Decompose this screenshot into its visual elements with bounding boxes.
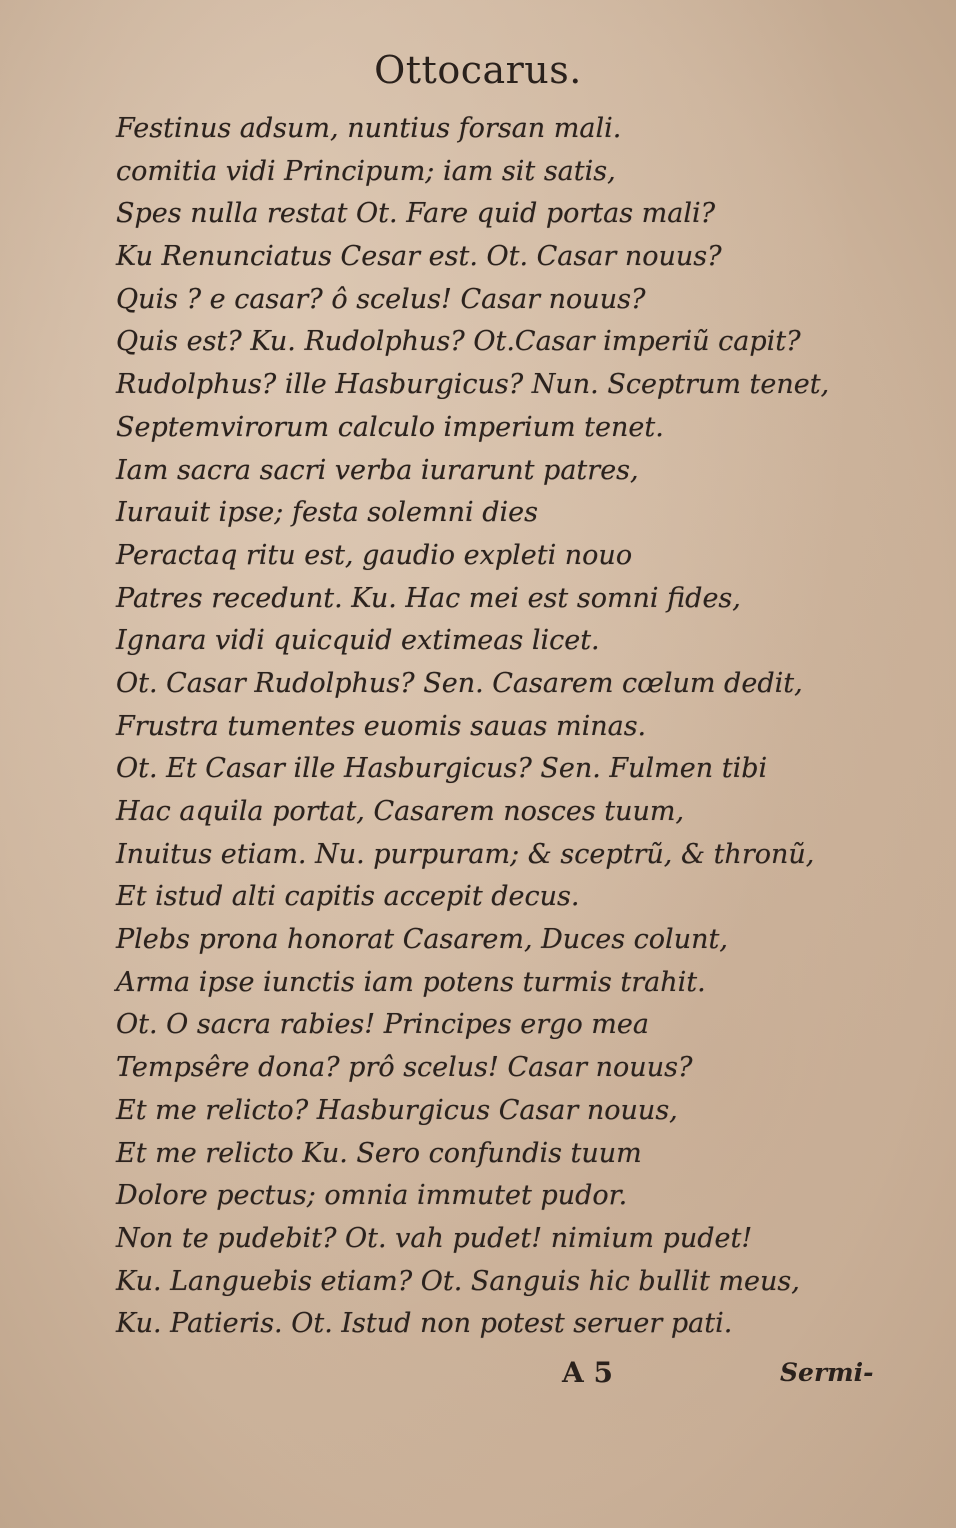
verse-line: Et me relicto? Hasburgicus Casar nouus, [116, 1094, 678, 1126]
verse-line: Arma ipse iunctis iam potens turmis trahit. [116, 966, 706, 998]
verse-line: Ku. Languebis etiam? Ot. Sanguis hic bullit meus, [116, 1265, 800, 1297]
verse-line: Ot. O sacra rabies! Principes ergo mea [116, 1009, 649, 1041]
verse-line: Iurauit ipse; festa solemni dies [116, 497, 538, 529]
verse-line: Festinus adsum, nuntius forsan mali. [116, 113, 622, 144]
verse-line: Frustra tumentes euomis sauas minas. [116, 710, 647, 742]
verse-line: Non te pudebit? Ot. vah pudet! nimium pudet! [116, 1222, 753, 1254]
verse-line: comitia vidi Principum; iam sit satis, [116, 155, 616, 187]
verse-line: Patres recedunt. Ku. Hac mei est somni fides, [116, 582, 741, 614]
verse-line: Ot. Casar Rudolphus? Sen. Casarem cœlum dedit, [116, 667, 803, 699]
verse-line: Quis est? Ku. Rudolphus? Ot.Casar imperiũ capit? [116, 326, 801, 358]
running-head: Ottocarus. [374, 48, 582, 92]
verse-line: Spes nulla restat Ot. Fare quid portas mali? [116, 198, 716, 230]
verse-line: Ku Renunciatus Cesar est. Ot. Casar nouus? [116, 241, 722, 273]
signature-mark: A 5 [562, 1356, 613, 1389]
verse-line: Ot. Et Casar ille Hasburgicus? Sen. Fulmen tibi [116, 753, 768, 785]
verse-line: Plebs prona honorat Casarem, Duces colunt, [116, 924, 728, 956]
verse-line: Dolore pectus; omnia immutet pudor. [116, 1180, 628, 1212]
verse-line: Ku. Patieris. Ot. Istud non potest seruer pati. [116, 1308, 733, 1340]
verse-line: Hac aquila portat, Casarem nosces tuum, [116, 796, 685, 827]
verse-line: Et istud alti capitis accepit decus. [116, 881, 580, 913]
verse-line: Tempsêre dona? prô scelus! Casar nouus? [116, 1052, 693, 1084]
verse-line: Peractaq ritu est, gaudio expleti nouo [116, 539, 633, 571]
verse-line: Inuitus etiam. Nu. purpuram; & sceptrũ, & thronũ, [116, 838, 815, 870]
verse-text-block [116, 108, 896, 1346]
verse-line: Ignara vidi quicquid extimeas licet. [116, 625, 600, 657]
verse-line: Iam sacra sacri verba iurarunt patres, [116, 454, 639, 486]
verse-line: Rudolphus? ille Hasburgicus? Nun. Sceptrum tenet, [116, 369, 830, 401]
verse-line: Septemvirorum calculo imperium tenet. [116, 411, 664, 443]
catchword: Sermi- [780, 1358, 874, 1387]
verse-line: Et me relicto Ku. Sero confundis tuum [116, 1137, 642, 1169]
page-footer [0, 1356, 956, 1400]
verse-line: Quis ? e casar? ô scelus! Casar nouus? [116, 283, 646, 315]
